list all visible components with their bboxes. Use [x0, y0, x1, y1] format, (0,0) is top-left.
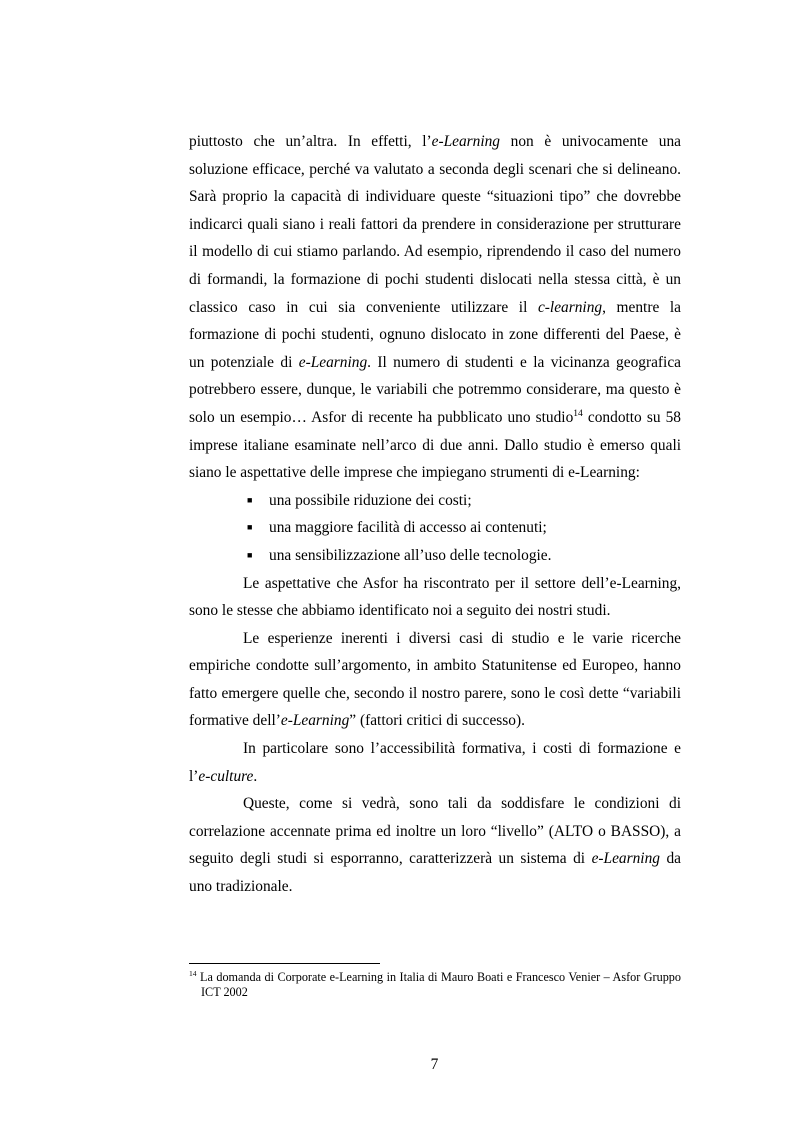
text-run: Le esperienze inerenti i diversi casi di studio e le varie ricerche empiriche condotte sull’argomento, in ambito Statunitense ed Europeo, hanno fatto emergere quelle che, secondo il nostro parere, sono le così dette “variabili formative dell’	[189, 629, 681, 730]
square-bullet-icon: ■	[247, 494, 253, 505]
paragraph-2	[189, 570, 681, 625]
list-item-text: una maggiore facilità di accesso ai contenuti;	[269, 519, 547, 537]
paragraph-1	[189, 128, 681, 487]
list-item	[189, 542, 681, 570]
footnote-number: 14	[189, 968, 197, 978]
text-run: , mentre la formazione di pochi studenti, ognuno dislocato in zone differenti del Paese, è un potenziale di	[189, 298, 681, 371]
italic-term: e-Learning	[431, 133, 501, 150]
footnote-reference: 14	[573, 407, 583, 419]
square-bullet-icon: ■	[247, 549, 253, 560]
text-run: ” (fattori critici di successo).	[349, 712, 525, 730]
footnote-text: La domanda di Corporate e-Learning in Italia di Mauro Boati e Francesco Venier – Asfor Gruppo ICT 2002	[196, 970, 681, 999]
paragraph-5	[189, 790, 681, 900]
text-run: da uno tradizionale.	[189, 850, 681, 896]
square-bullet-icon: ■	[247, 522, 253, 533]
text-run: condotto su 58 imprese italiane esaminate nell’arco di due anni. Dallo studio è emerso quali siano le aspettative delle imprese che impiegano strumenti di e-Learning:	[189, 408, 681, 482]
text-run: Queste, come si vedrà, sono tali da soddisfare le condizioni di correlazione accennate prima ed inoltre un loro “livello” (ALTO o BASSO), a seguito degli studi si esporranno, caratterizzerà un sistema di	[189, 795, 681, 868]
italic-term: e-Learning	[591, 850, 660, 868]
text-run: piuttosto che un’altra. In effetti, l’	[189, 133, 432, 150]
page-number: 7	[430, 1056, 439, 1073]
list-item	[189, 514, 681, 542]
text-run: .	[253, 767, 258, 785]
footnote	[189, 970, 681, 1000]
paragraph-4	[189, 735, 681, 790]
list-item	[189, 487, 681, 515]
footnote-divider	[189, 963, 380, 964]
italic-term: e-Learning	[280, 712, 350, 730]
text-run: non è univocamente una soluzione efficace, perché va valutato a seconda degli scenari che si delineano. Sarà proprio la capacità di individuare queste “situazioni tipo” che dovrebbe indicarci quali siano i reali fattori da prendere in considerazione per strutturare il modello di cui stiamo parlando. Ad esempio, riprendendo il caso del numero di formandi, la formazione di pochi studenti dislocati nella stessa città, è un classico caso in cui sia conveniente utilizzare il	[189, 133, 681, 316]
italic-term: e-culture	[198, 767, 254, 785]
text-run: Le aspettative che Asfor ha riscontrato per il settore dell’e-Learning, sono le stesse che abbiamo identificato noi a seguito dei nostri studi.	[189, 574, 681, 620]
italic-term: c-learning	[537, 298, 603, 316]
bullet-list	[189, 487, 681, 570]
text-run: . Il numero di studenti e la vicinanza geografica potrebbero essere, dunque, le variabili che potremmo considerare, ma questo è solo un esempio… Asfor di recente ha pubblicato uno studio	[189, 353, 681, 426]
italic-term: e-Learning	[298, 353, 368, 371]
text-run: In particolare sono l’accessibilità formativa, i costi di formazione e l’	[189, 740, 681, 785]
paragraph-3	[189, 625, 681, 735]
list-item-text: una sensibilizzazione all’uso delle tecnologie.	[269, 546, 552, 564]
body-text	[189, 128, 681, 901]
list-item-text: una possibile riduzione dei costi;	[269, 491, 472, 509]
